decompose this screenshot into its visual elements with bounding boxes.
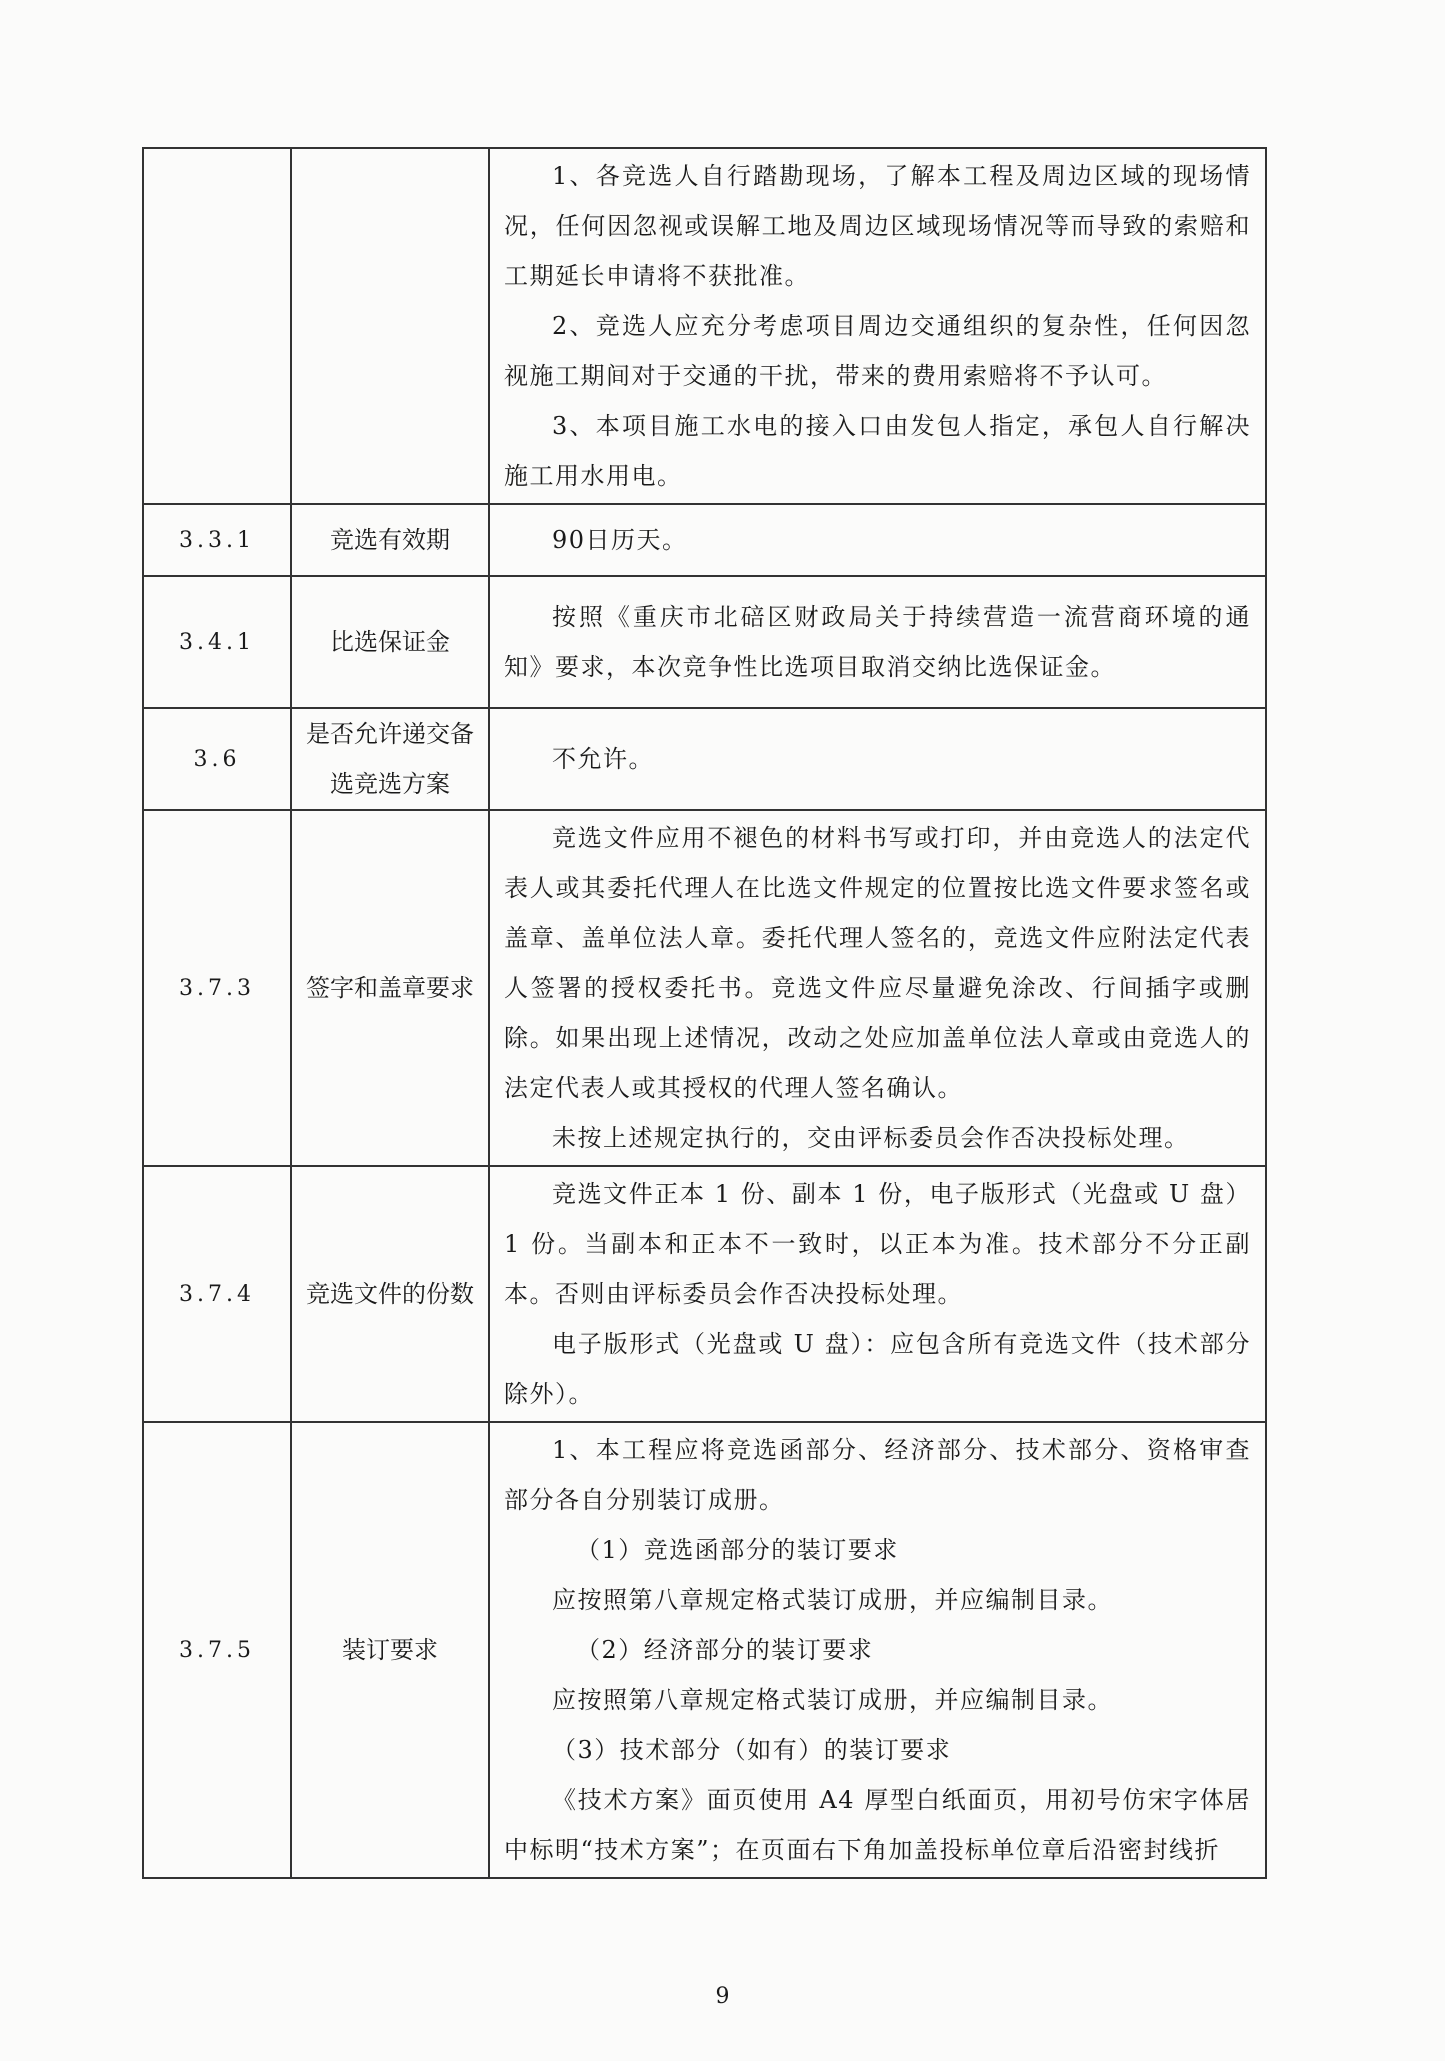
clause-content	[489, 576, 1266, 708]
clause-item: 装订要求	[291, 1422, 489, 1878]
content-paragraph: 1、本工程应将竞选函部分、经济部分、技术部分、资格审查部分各自分别装订成册。	[504, 1436, 1251, 1514]
table-row	[143, 576, 1266, 708]
content-paragraph: 不允许。	[552, 745, 654, 773]
content-paragraph: 1、各竞选人自行踏勘现场，了解本工程及周边区域的现场情况，任何因忽视或误解工地及周边区域现场情况等而导致的索赔和工期延长申请将不获批准。	[504, 162, 1251, 290]
clause-number: 3.6	[143, 708, 291, 810]
content-paragraph: （1）竞选函部分的装订要求	[576, 1536, 899, 1564]
table-row	[143, 504, 1266, 576]
clause-item	[291, 148, 489, 504]
requirements-table	[142, 147, 1267, 1879]
content-paragraph: 2、竞选人应充分考虑项目周边交通组织的复杂性，任何因忽视施工期间对于交通的干扰，带来的费用索赔将不予认可。	[504, 312, 1251, 390]
clause-number: 3.3.1	[143, 504, 291, 576]
clause-number: 3.7.4	[143, 1166, 291, 1422]
content-paragraph: 应按照第八章规定格式装订成册，并应编制目录。	[552, 1686, 1113, 1714]
content-paragraph: 90日历天。	[552, 526, 688, 554]
clause-number: 3.4.1	[143, 576, 291, 708]
clause-number: 3.7.5	[143, 1422, 291, 1878]
clause-content	[489, 504, 1266, 576]
clause-item: 竞选文件的份数	[291, 1166, 489, 1422]
content-paragraph: 竞选文件正本 1 份、副本 1 份，电子版形式（光盘或 U 盘）1 份。当副本和正本不一致时，以正本为准。技术部分不分正副本。否则由评标委员会作否决投标处理。	[504, 1180, 1251, 1308]
clause-content	[489, 1166, 1266, 1422]
clause-number: 3.7.3	[143, 810, 291, 1166]
clause-item: 竞选有效期	[291, 504, 489, 576]
table-row	[143, 1166, 1266, 1422]
clause-item: 签字和盖章要求	[291, 810, 489, 1166]
table-row	[143, 1422, 1266, 1878]
content-paragraph: 《技术方案》面页使用 A4 厚型白纸面页，用初号仿宋字体居中标明“技术方案”；在页面右下角加盖投标单位章后沿密封线折	[504, 1786, 1251, 1864]
clause-content	[489, 810, 1266, 1166]
page-number: 9	[715, 1984, 730, 2009]
clause-content	[489, 148, 1266, 504]
table-row	[143, 810, 1266, 1166]
table-row	[143, 708, 1266, 810]
clause-content	[489, 708, 1266, 810]
content-paragraph: （3）技术部分（如有）的装订要求	[552, 1736, 952, 1764]
clause-content	[489, 1422, 1266, 1878]
content-paragraph: 按照《重庆市北碚区财政局关于持续营造一流营商环境的通知》要求，本次竞争性比选项目取消交纳比选保证金。	[504, 603, 1251, 681]
content-paragraph: 电子版形式（光盘或 U 盘）：应包含所有竞选文件（技术部分除外）。	[504, 1330, 1251, 1408]
content-paragraph: 未按上述规定执行的，交由评标委员会作否决投标处理。	[552, 1124, 1190, 1152]
content-paragraph: （2）经济部分的装订要求	[576, 1636, 874, 1664]
table-row	[143, 148, 1266, 504]
clause-item: 比选保证金	[291, 576, 489, 708]
clause-item: 是否允许递交备选竞选方案	[291, 708, 489, 810]
content-paragraph: 竞选文件应用不褪色的材料书写或打印，并由竞选人的法定代表人或其委托代理人在比选文件规定的位置按比选文件要求签名或盖章、盖单位法人章。委托代理人签名的，竞选文件应附法定代表人签署的授权委托书。竞选文件应尽量避免涂改、行间插字或删除。如果出现上述情况，改动之处应加盖单位法人章或由竞选人的法定代表人或其授权的代理人签名确认。	[504, 824, 1251, 1102]
content-paragraph: 3、本项目施工水电的接入口由发包人指定，承包人自行解决施工用水用电。	[504, 412, 1251, 490]
clause-number	[143, 148, 291, 504]
content-paragraph: 应按照第八章规定格式装订成册，并应编制目录。	[552, 1586, 1113, 1614]
